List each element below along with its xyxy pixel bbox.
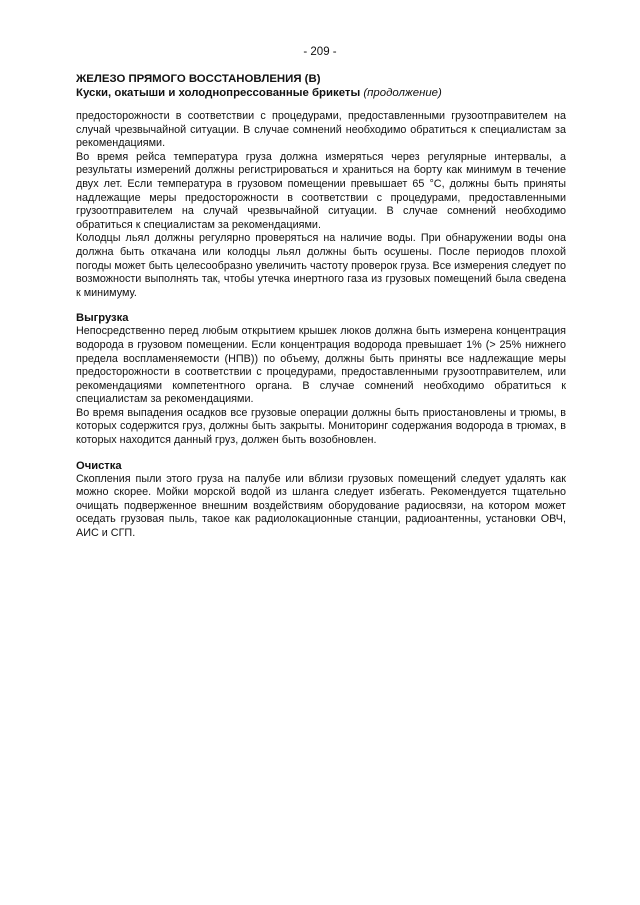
subtitle-text: Куски, окатыши и холоднопрессованные брикеты <box>76 87 361 99</box>
intro-paragraph: предосторожности в соответствии с процедурами, предоставленными грузоотправителем на случай чрезвычайной ситуации. В случае сомнений необходимо обратиться к специалистам за рекомендациями. <box>76 110 566 150</box>
unloading-paragraph: Во время выпадения осадков все грузовые операции должны быть приостановлены и трюмы, в которых содержится груз, должны быть закрыты. Мониторинг содержания водорода в трюмах, в которых находится данный груз, должен быть возобновлен. <box>76 406 566 447</box>
unloading-paragraph: Непосредственно перед любым открытием крышек люков должна быть измерена концентрация водорода в грузовом помещении. Если концентрация водорода превышает 1% (> 25% нижнего предела воспламеняемости (НПВ)) по объему, должны быть приняты все надлежащие меры предосторожности в соответствии с процедурами, предоставленными грузоотправителем, или рекомендациями компетентного органа. В случае сомнений необходимо обратиться к специалистам за рекомендациями. <box>76 325 566 406</box>
document-subtitle <box>76 86 566 100</box>
intro-paragraph: Во время рейса температура груза должна измеряться через регулярные интервалы, а результаты измерений должны регистрироваться и храниться на борту как минимум в течение двух лет. Если температура в грузовом помещении превышает 65 °C, должны быть приняты надлежащие меры предосторожности в соответствии с процедурами, предоставленными грузоотправителем на случай чрезвычайной ситуации. В случае сомнений необходимо обратиться к специалистам за рекомендациями. <box>76 150 566 231</box>
cleaning-paragraph: Скопления пыли этого груза на палубе или вблизи грузовых помещений следует удалять как можно скорее. Мойки морской водой из шланга следует избегать. Рекомендуется тщательно очищать подверженное внешним воздействиям оборудование радиосвязи, на котором может оседать грузовая пыль, такое как радиолокационные станции, радиоантенны, установки ОВЧ, АИС и СГП. <box>76 472 566 540</box>
section-heading-unloading: Выгрузка <box>76 312 129 325</box>
intro-paragraph: Колодцы льял должны регулярно проверяться на наличие воды. При обнаружении воды она должна быть откачана или колодцы льял должны быть осушены. После периодов плохой погоды может быть целесообразно увеличить частоту проверок груза. Все измерения следует по возможности выполнять так, чтобы утечка инертного газа из грузовых помещений была сведена к минимуму. <box>76 232 566 299</box>
page-number: - 209 - <box>303 46 337 58</box>
subtitle-continuation-note: (продолжение) <box>363 87 442 99</box>
section-heading-cleaning: Очистка <box>76 459 122 472</box>
document-title: ЖЕЛЕЗО ПРЯМОГО ВОССТАНОВЛЕНИЯ (B) <box>76 73 321 85</box>
document-body <box>76 72 566 541</box>
